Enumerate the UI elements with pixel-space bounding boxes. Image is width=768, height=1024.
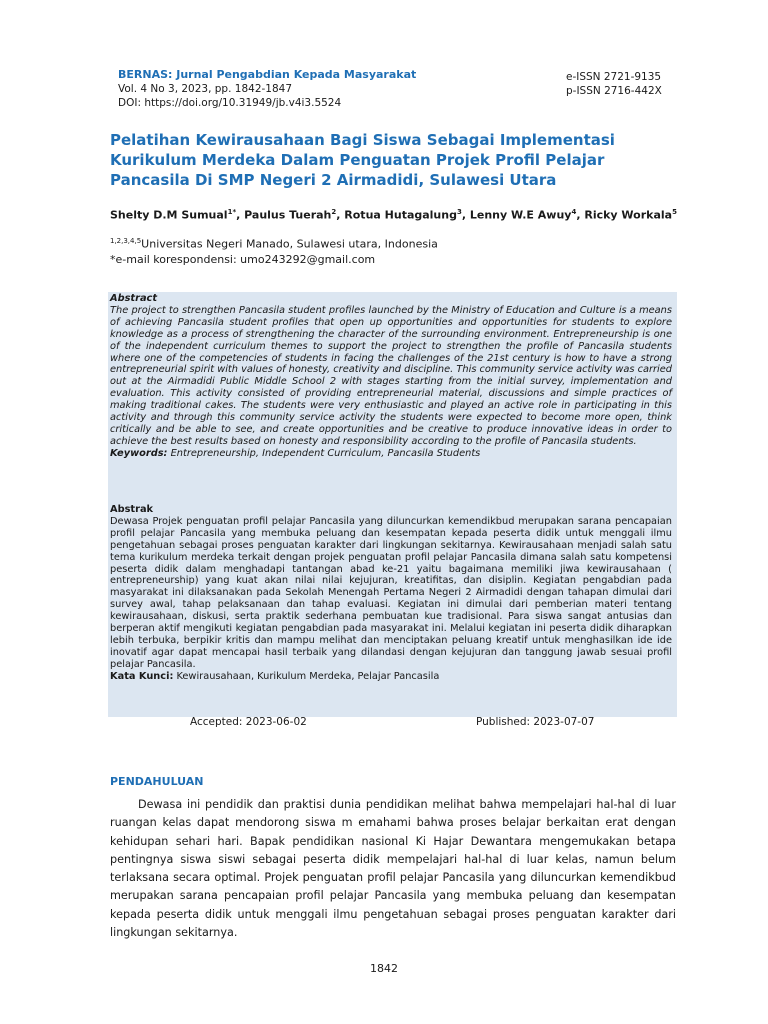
accepted-date: Accepted: 2023-06-02: [190, 716, 307, 728]
page-number: 1842: [370, 962, 398, 975]
kata-kunci: Kewirausahaan, Kurikulum Merdeka, Pelajar Pancasila: [173, 670, 440, 682]
affiliation-block: [110, 234, 438, 267]
author-name: Ricky Workala: [584, 208, 673, 222]
journal-doi[interactable]: DOI: https://doi.org/10.31949/jb.v4i3.5524: [118, 97, 342, 109]
author-sup: 1*: [227, 208, 237, 216]
published-date: Published: 2023-07-07: [476, 716, 595, 728]
intro-paragraph: Dewasa ini pendidik dan praktisi dunia pendidikan melihat bahwa mempelajari hal-hal di luar ruangan kelas dapat mendorong siswa m emahami bahwa proses belajar berkaitan erat dengan kehidupan sehari hari. Bapak pendidikan nasional Ki Hajar Dewantara mengemukakan betapa pentingnya siswa siswi sebagai peserta didik mempelajari hal-hal di luar kelas, namun belum terlaksana secara optimal. Projek penguatan profil pelajar Pancasila yang diluncurkan kemendikbud merupakan sarana pencapaian profil pelajar Pancasila yang membuka peluang dan kesempatan kepada peserta didik untuk menggali ilmu pengetahuan sebagai proses penguatan karakter dari lingkungan sekitarnya.: [110, 798, 676, 940]
keywords-label: Keywords:: [110, 447, 168, 459]
abstract-indonesian: [110, 504, 672, 683]
kata-kunci-label: Kata Kunci:: [110, 670, 174, 682]
author-name: Paulus Tuerah: [244, 208, 332, 222]
abstract-heading: Abstract: [110, 293, 158, 304]
abstrak-heading: Abstrak: [110, 504, 154, 515]
author-name: Shelty D.M Sumual: [110, 208, 228, 222]
journal-name: BERNAS: Jurnal Pengabdian Kepada Masyarakat: [118, 68, 417, 81]
author-list: Shelty D.M Sumual$^{1*}$, Paulus Tuerah$^2$, Rotua Hutagalung$^3$, Lenny W.E Awuy$^4$, Ricky Workala$^5$: [110, 208, 677, 222]
abstract-english: [110, 293, 672, 460]
author-name: Rotua Hutagalung: [344, 208, 457, 222]
pissn: p-ISSN 2716-442X: [566, 85, 662, 97]
affiliation-sup: 1,2,3,4,5: [110, 237, 142, 245]
author-name: Lenny W.E Awuy: [469, 208, 572, 222]
issn-block: [566, 70, 662, 98]
eissn: e-ISSN 2721-9135: [566, 71, 662, 83]
keywords: Entrepreneurship, Independent Curriculum, Pancasila Students: [167, 447, 481, 459]
section-heading: PENDAHULUAN: [110, 775, 204, 788]
author-sup: 2: [331, 208, 337, 216]
paper-title: Pelatihan Kewirausahaan Bagi Siswa Sebagai Implementasi Kurikulum Merdeka Dalam Penguatan Projek Profil Pelajar Pancasila Di SMP Negeri 2 Airmadidi, Sulawesi Utara: [110, 131, 615, 189]
author-sup: 3: [456, 208, 462, 216]
affiliation: Universitas Negeri Manado, Sulawesi utara, Indonesia: [141, 237, 438, 251]
author-sup: 5: [672, 208, 677, 216]
correspondence-email: *e-mail korespondensi: umo243292@gmail.com: [110, 252, 376, 266]
journal-header: [118, 68, 416, 110]
abstrak-text: Dewasa Projek penguatan profil pelajar Pancasila yang diluncurkan kemendikbud merupakan sarana pencapaian profil pelajar Pancasila yang membuka peluang dan kesempatan kepada peserta didik untuk menggali ilmu pengetahuan sebagai proses penguatan karakter dari lingkungan sekitarnya. Kewirausahaan menjadi salah satu tema kurikulum merdeka terkait dengan projek penguatan profil pelajar Pancasila dimana salah satu kompetensi peserta didik dalam menghadapi tantangan abad ke-21 yaitu bagaimana memiliki jiwa kewirausahaan ( entrepreneurship) yang kuat akan nilai nilai kejujuran, kreatifitas, dan disiplin. Kegiatan pengabdian pada masyarakat ini dilaksanakan pada Sekolah Menengah Pertama Negeri 2 Airmadidi dengan tahapan dimulai dari survey awal, tahap pelaksanaan dan tahap evaluasi. Kegiatan ini dimulai dari pemberian materi tentang kewirausahaan, diskusi, serta praktik sederhana pembuatan kue tradisional. Para siswa sangat antusias dan berperan aktif mengikuti kegiatan pengabdian pada masyarakat ini. Melalui kegiatan ini peserta didik diharapkan lebih terbuka, berpikir kritis dan mampu melihat dan menciptakan peluang kreatif untuk menghasilkan ide ide inovatif agar dapat mencapai hasil terbaik yang dilandasi dengan kejujuran dan tanggung jawab sesuai profil pelajar Pancasila.: [110, 515, 672, 670]
journal-volume: Vol. 4 No 3, 2023, pp. 1842-1847: [118, 83, 293, 95]
author-sup: 4: [571, 208, 577, 216]
abstract-text: The project to strengthen Pancasila student profiles launched by the Ministry of Education and Culture is a means of achieving Pancasila student profiles that open up opportunities and opportunities for students to explore knowledge as a process of strengthening the character of the surrounding environment. Entrepreneurship is one of the independent curriculum themes to support the project to strengthen the profile of Pancasila students where one of the competencies of students in facing the challenges of the 21st century is how to have a strong entrepreneurial spirit with values of honesty, creativity and discipline. This community service activity was carried out at the Airmadidi Public Middle School 2 with stages starting from the initial survey, implementation and evaluation. This activity consisted of providing entrepreneurial material, discussions and simple practices of making traditional cakes. The students were very enthusiastic and played an active role in participating in this activity and through this community service activity the students were expected to become more open, think critically and be able to see, and create opportunities and be creative to produce innovative ideas in order to achieve the best results based on honesty and responsibility according to the profile of Pancasila students.: [110, 304, 672, 447]
